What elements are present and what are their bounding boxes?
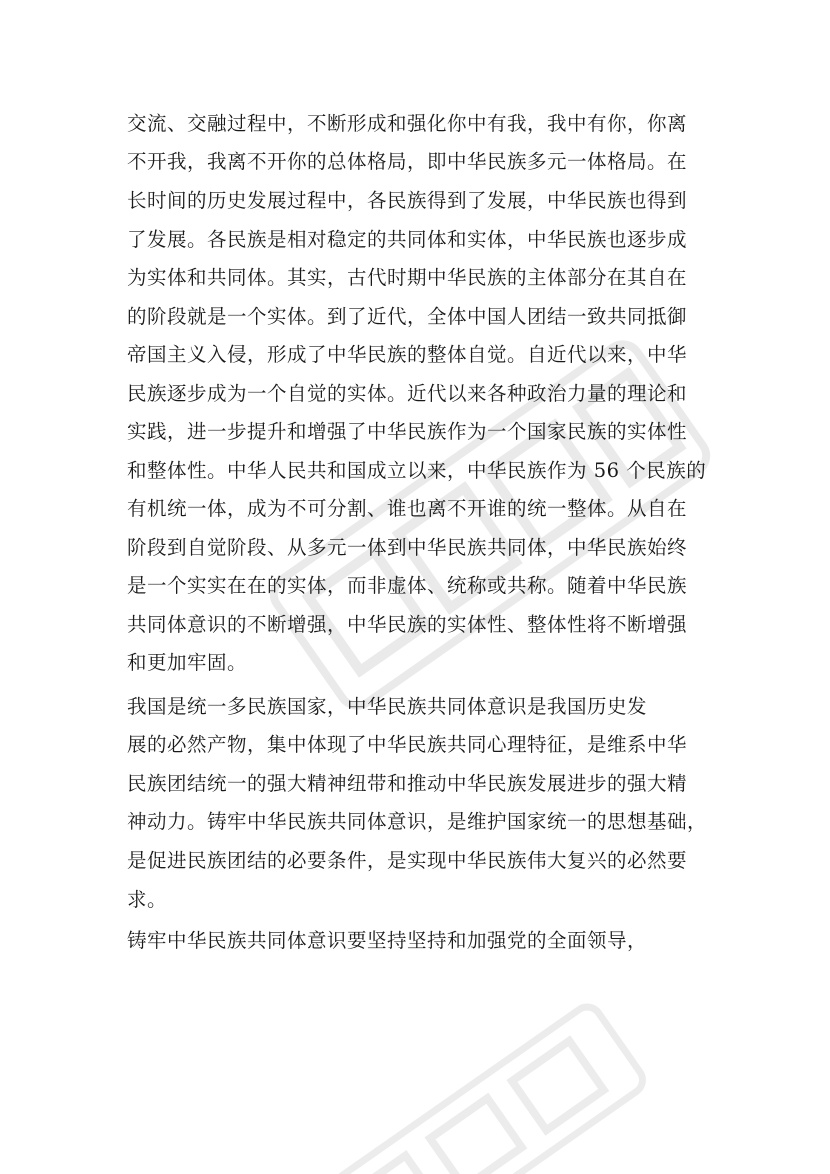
text-line: 民族逐步成为一个自觉的实体。近代以来各种政治力量的理论和 — [127, 382, 688, 405]
text-line: 帝国主义入侵，形成了中华民族的整体自觉。自近代以来，中华 — [127, 343, 688, 366]
text-line: 求。 — [127, 888, 168, 911]
text-line: 民族团结统一的强大精神纽带和推动中华民族发展进步的强大精 — [127, 772, 688, 795]
text-line: 了发展。各民族是相对稳定的共同体和实体，中华民族也逐步成 — [127, 228, 688, 251]
text-line: 和更加牢固。 — [127, 651, 248, 674]
text-line: 神动力。铸牢中华民族共同体意识，是维护国家统一的思想基础， — [127, 810, 708, 833]
text-line: 是一个实实在在的实体，而非虚体、统称或共称。随着中华民族 — [127, 574, 688, 597]
text-line: 共同体意识的不断增强，中华民族的实体性、整体性将不断增强 — [127, 613, 688, 636]
text-line: 为实体和共同体。其实，古代时期中华民族的主体部分在其自在 — [127, 266, 688, 289]
text-line: 长时间的历史发展过程中，各民族得到了发展，中华民族也得到 — [127, 189, 688, 212]
text-line: 展的必然产物，集中体现了中华民族共同心理特征，是维系中华 — [127, 733, 688, 756]
text-line: 阶段到自觉阶段、从多元一体到中华民族共同体，中华民族始终 — [127, 536, 688, 559]
text-line: 我国是统一多民族国家，中华民族共同体意识是我国历史发 — [127, 695, 648, 718]
text-line: 不开我，我离不开你的总体格局，即中华民族多元一体格局。在 — [127, 150, 688, 173]
text-line: 实践，进一步提升和增强了中华民族作为一个国家民族的实体性 — [127, 420, 688, 443]
text-line: 交流、交融过程中，不断形成和强化你中有我，我中有你，你离 — [127, 112, 688, 135]
watermark-icon — [298, 988, 662, 1174]
text-line: 铸牢中华民族共同体意识要坚持坚持和加强党的全面领导， — [127, 929, 648, 952]
text-line: 的阶段就是一个实体。到了近代，全体中国人团结一致共同抵御 — [127, 305, 688, 328]
text-line: 和整体性。中华人民共和国成立以来，中华民族作为 56 个民族的 — [127, 459, 707, 482]
text-line: 有机统一体，成为不可分割、谁也离不开谁的统一整体。从自在 — [127, 497, 688, 520]
text-line: 是促进民族团结的必要条件，是实现中华民族伟大复兴的必然要 — [127, 849, 688, 872]
